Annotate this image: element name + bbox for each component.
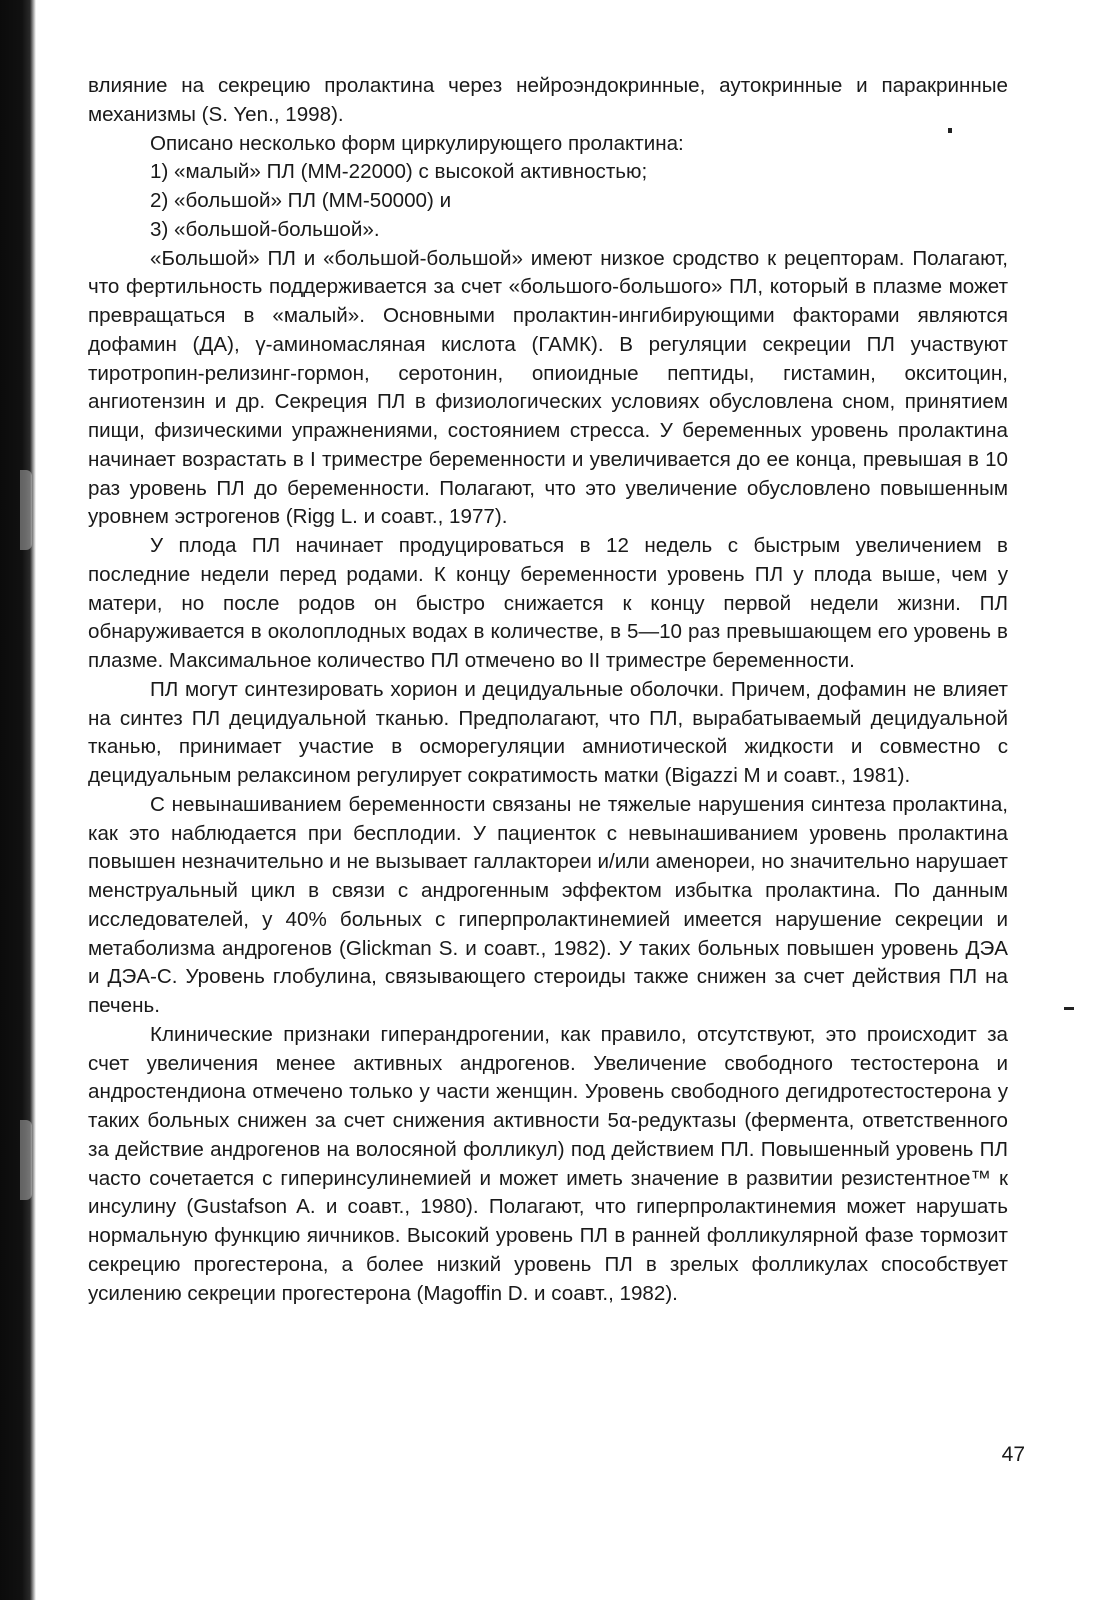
scan-speck [1064,1007,1074,1010]
list-item-big-big-prl: 3) «большой-большой». [150,217,380,241]
paragraph-continuation: влияние на секрецию пролактина через нейроэндокринные, аутокринные и паракринные механизмы (S. Yen., 1998). [88,74,1008,126]
scan-edge-artifact [20,470,32,550]
list-item-big-prl: 2) «большой» ПЛ (ММ-50000) и [150,189,452,212]
paragraph-decidua: ПЛ могут синтезировать хорион и децидуальные оболочки. Причем, дофамин не влияет на синтез ПЛ децидуальной тканью. Предполагают, что ПЛ, вырабатываемый децидуальной тканью, принимает участие в осморегуляции амниотической жидкости и совместно с децидуальным релаксином регулирует сократимость матки (Bigazzi M и соавт., 1981). [88,677,1008,787]
page-text [88,72,1008,1308]
paragraph-fetus: У плода ПЛ начинает продуцироваться в 12 недель с быстрым увеличением в последние недели перед родами. К концу беременности уровень ПЛ у плода выше, чем у матери, но после родов он быстро снижается к концу первой недели жизни. ПЛ обнаруживается в околоплодных водах в количестве, в 5—10 раз превышающем его уровень в плазме. Максимальное количество ПЛ отмечено во II триместре беременности. [88,534,1008,672]
list-item-small-prl: 1) «малый» ПЛ (ММ-22000) с высокой активностью; [150,160,648,184]
page-number: 47 [1001,1443,1025,1466]
paragraph-regulation: «Большой» ПЛ и «большой-большой» имеют низкое сродство к рецепторам. Полагают, что фертильность поддерживается за счет «большого-большого» ПЛ, который в плазме может превращаться в «малый». Основными пролактин-ингибирующими факторами являются дофамин (ДА), γ-аминомасляная кислота (ГАМК). В регуляции секреции ПЛ участвуют тиротропин-релизинг-гормон, серотонин, опиоидные пептиды, гистамин, окситоцин, ангиотензин и др. Секреция ПЛ в физиологических условиях обусловлена сном, принятием пищи, физическими упражнениями, состоянием стресса. У беременных уровень пролактина начинает возрастать в I триместре беременности и увеличивается до ее конца, превышая в 10 раз уровень ПЛ до беременности. Полагают, что это увеличение обусловлено повышенным уровнем эстрогенов (Rigg L. и соавт., 1977). [88,246,1008,529]
paragraph-forms-intro: Описано несколько форм циркулирующего пролактина: [150,131,684,155]
scan-edge-artifact [20,1120,32,1200]
paragraph-hyperandrogenism: Клинические признаки гиперандрогении, как правило, отсутствуют, это происходит за счет увеличения менее активных андрогенов. Увеличение свободного тестостерона и андростендиона отмечено только у части женщин. Уровень свободного дегидротестостерона у таких больных снижен за счет снижения активности 5α-редуктазы (фермента, ответственного за действие андрогенов на волосяной фолликул) под действием ПЛ. Повышенный уровень ПЛ часто сочетается с гиперинсулинемией и может иметь значение в развитии резистентное™ к инсулину (Gustafson A. и соавт., 1980). Полагают, что гиперпролактинемия может нарушать нормальную функцию яичников. Высокий уровень ПЛ в ранней фолликулярной фазе тормозит секрецию прогестерона, а более низкий уровень ПЛ в зрелых фолликулах способствует усилению секреции прогестерона (Magoffin D. и соавт., 1982). [88,1022,1008,1305]
scan-binding-edge [0,0,36,1600]
paragraph-miscarriage: С невынашиванием беременности связаны не тяжелые нарушения синтеза пролактина, как это наблюдается при бесплодии. У пациенток с невынашиванием уровень пролактина повышен незначительно и не вызывает галлактореи и/или аменореи, но значительно нарушает менструальный цикл в связи с андрогенным эффектом избытка пролактина. По данным исследователей, у 40% больных с гиперпролактинемией имеется нарушение секреции и метаболизма андрогенов (Glickman S. и соавт., 1982). У таких больных повышен уровень ДЭА и ДЭА-С. Уровень глобулина, связывающего стероиды также снижен за счет действия ПЛ на печень. [88,792,1008,1017]
